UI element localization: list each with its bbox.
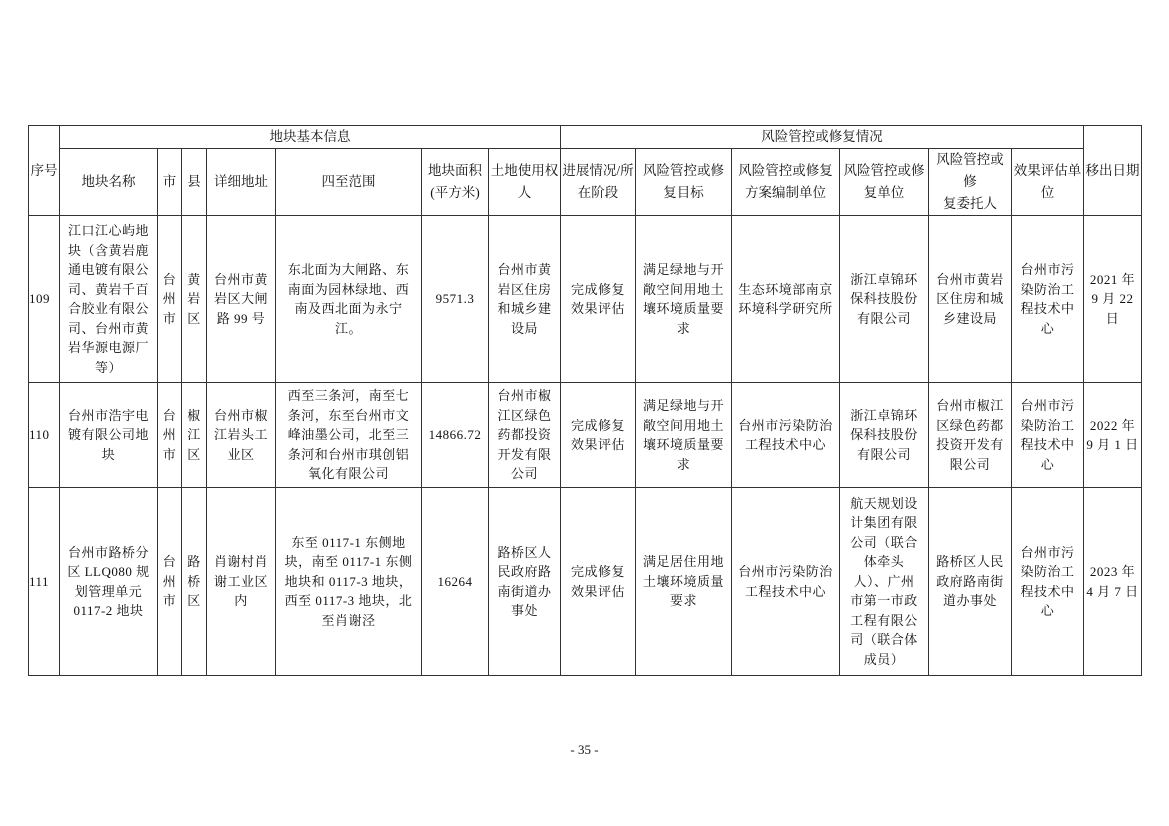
cell-client: 路桥区人民 政府路南街 道办事处 <box>929 488 1012 676</box>
cell-area: 9571.3 <box>422 216 489 383</box>
header-name: 地块名称 <box>60 149 158 216</box>
cell-client: 台州市椒江 区绿色药都 投资开发有 限公司 <box>929 383 1012 488</box>
page-number: - 35 - <box>570 742 599 757</box>
header-boundary: 四至范围 <box>276 149 422 216</box>
cell-seq: 109 <box>29 216 60 383</box>
header-risk-info: 风险管控或修复情况 <box>561 126 1084 149</box>
cell-contractor: 浙江卓锦环 保科技股份 有限公司 <box>840 383 929 488</box>
cell-address: 台州市黄 岩区大闸 路 99 号 <box>207 216 276 383</box>
cell-county: 路 桥 区 <box>182 488 207 676</box>
cell-boundary: 东北面为大闸路、东 南面为园林绿地、西 南及西北面为永宁 江。 <box>276 216 422 383</box>
header-basic-info: 地块基本信息 <box>60 126 561 149</box>
cell-owner: 台州市黄 岩区住房 和城乡建 设局 <box>489 216 561 383</box>
cell-county: 椒 江 区 <box>182 383 207 488</box>
cell-planner: 生态环境部南京 环境科学研究所 <box>732 216 840 383</box>
cell-evaluator: 台州市污 染防治工 程技术中 心 <box>1012 488 1084 676</box>
cell-date: 2021 年 9 月 22 日 <box>1084 216 1142 383</box>
cell-city: 台 州 市 <box>158 216 182 383</box>
cell-contractor: 浙江卓锦环 保科技股份 有限公司 <box>840 216 929 383</box>
cell-planner: 台州市污染防治 工程技术中心 <box>732 488 840 676</box>
cell-client: 台州市黄岩 区住房和城 乡建设局 <box>929 216 1012 383</box>
cell-evaluator: 台州市污 染防治工 程技术中 心 <box>1012 216 1084 383</box>
header-county: 县 <box>182 149 207 216</box>
cell-contractor: 航天规划设 计集团有限 公司（联合 体牵头 人）、广州 市第一市政 工程有限公 司（联合体 成员） <box>840 488 929 676</box>
cell-seq: 110 <box>29 383 60 488</box>
header-stage: 进展情况/所 在阶段 <box>561 149 636 216</box>
cell-target: 满足绿地与开 敞空间用地土 壤环境质量要 求 <box>636 216 732 383</box>
cell-area: 14866.72 <box>422 383 489 488</box>
remediation-table <box>28 125 1142 676</box>
cell-stage: 完成修复 效果评估 <box>561 216 636 383</box>
cell-name: 台州市路桥分 区 LLQ080 规 划管理单元 0117-2 地块 <box>60 488 158 676</box>
header-evaluator: 效果评估单 位 <box>1012 149 1084 216</box>
cell-date: 2023 年 4 月 7 日 <box>1084 488 1142 676</box>
cell-boundary: 东至 0117-1 东侧地 块，南至 0117-1 东侧 地块和 0117-3 地块， 西至 0117-3 地块，北 至肖谢泾 <box>276 488 422 676</box>
header-client: 风险管控或修 复委托人 <box>929 149 1012 216</box>
cell-city: 台 州 市 <box>158 383 182 488</box>
header-target: 风险管控或修 复目标 <box>636 149 732 216</box>
cell-address: 肖谢村肖 谢工业区 内 <box>207 488 276 676</box>
cell-target: 满足居住用地 土壤环境质量 要求 <box>636 488 732 676</box>
header-seq: 序号 <box>29 126 60 216</box>
header-date: 移出日期 <box>1084 126 1142 216</box>
group-header-row <box>29 126 1142 149</box>
cell-stage: 完成修复 效果评估 <box>561 488 636 676</box>
header-contractor: 风险管控或修 复单位 <box>840 149 929 216</box>
cell-seq: 111 <box>29 488 60 676</box>
cell-area: 16264 <box>422 488 489 676</box>
cell-planner: 台州市污染防治 工程技术中心 <box>732 383 840 488</box>
cell-name: 台州市浩宇电 镀有限公司地 块 <box>60 383 158 488</box>
header-planner: 风险管控或修复 方案编制单位 <box>732 149 840 216</box>
header-owner: 土地使用权 人 <box>489 149 561 216</box>
cell-target: 满足绿地与开 敞空间用地土 壤环境质量要 求 <box>636 383 732 488</box>
cell-stage: 完成修复 效果评估 <box>561 383 636 488</box>
header-area: 地块面积 (平方米) <box>422 149 489 216</box>
cell-evaluator: 台州市污 染防治工 程技术中 心 <box>1012 383 1084 488</box>
cell-name: 江口江心屿地 块（含黄岩鹿 通电镀有限公 司、黄岩千百 合胶业有限公 司、台州市黄 岩华源电源厂 等） <box>60 216 158 383</box>
cell-date: 2022 年 9 月 1 日 <box>1084 383 1142 488</box>
column-header-row <box>29 149 1142 216</box>
cell-owner: 路桥区人 民政府路 南街道办 事处 <box>489 488 561 676</box>
header-city: 市 <box>158 149 182 216</box>
cell-county: 黄 岩 区 <box>182 216 207 383</box>
cell-address: 台州市椒 江岩头工 业区 <box>207 383 276 488</box>
table-row <box>29 488 1142 676</box>
cell-city: 台 州 市 <box>158 488 182 676</box>
cell-boundary: 西至三条河，南至七 条河，东至台州市文 峰油墨公司，北至三 条河和台州市琪创铝 氧化有限公司 <box>276 383 422 488</box>
header-address: 详细地址 <box>207 149 276 216</box>
table-row <box>29 216 1142 383</box>
table-row <box>29 383 1142 488</box>
cell-owner: 台州市椒 江区绿色 药都投资 开发有限 公司 <box>489 383 561 488</box>
